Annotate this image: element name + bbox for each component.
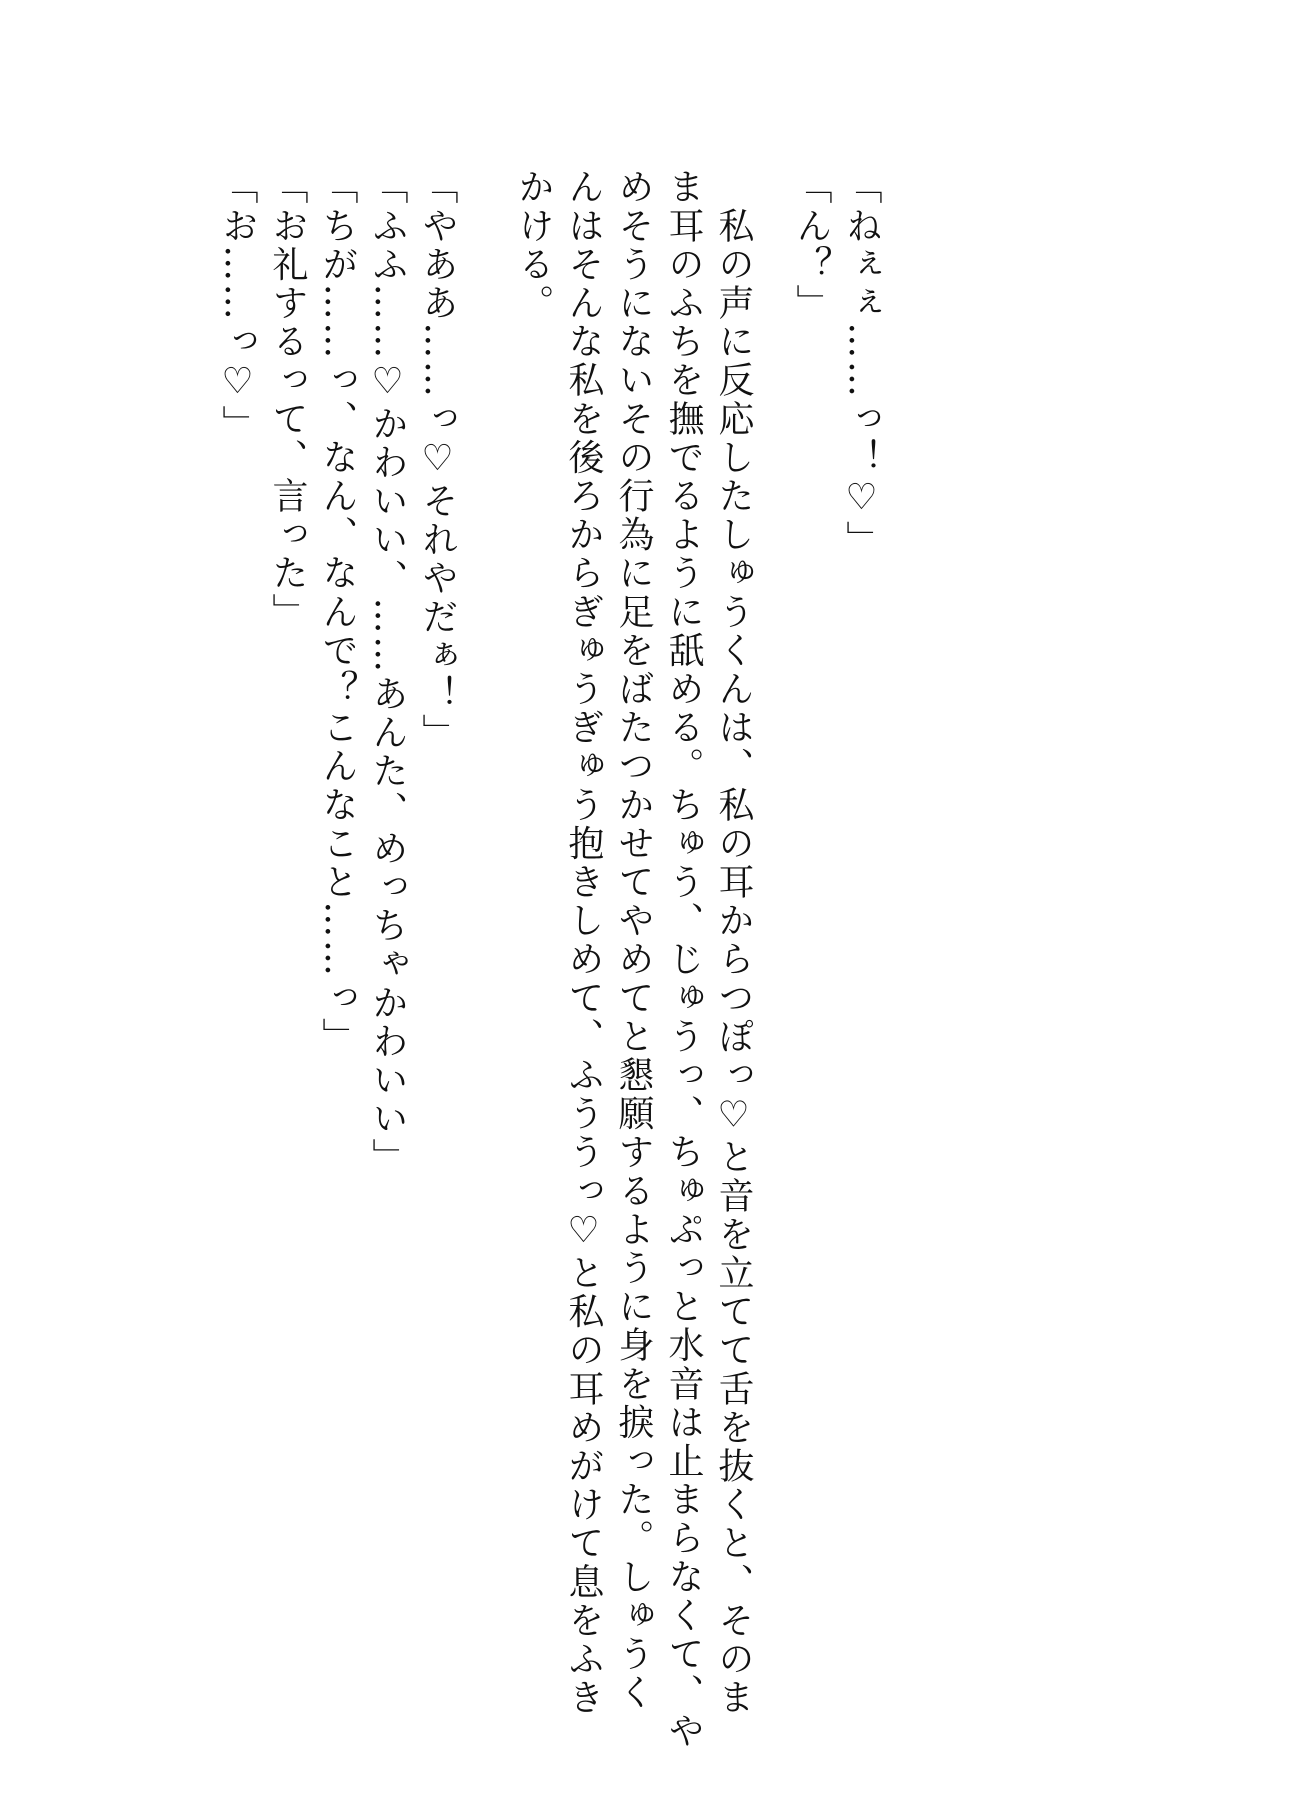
text-line-4: ま耳のふちを撫でるように舐める。ちゅう、じゅうっ、ちゅぷっと水音は止まらなくて、や	[663, 168, 704, 1751]
text-line-7: かける。	[513, 168, 554, 323]
text-line-1: 「ねぇぇ……っ！♡」	[841, 168, 882, 559]
text-line-3: 私の声に反応したしゅうくんは、私の耳からつぽっ♡と音を立てて舌を抜くと、そのま	[713, 168, 754, 1717]
text-line-11: 「お礼するって、言った」	[267, 168, 308, 632]
text-line-2: 「ん？」	[791, 168, 832, 323]
text-line-8: 「やああ……っ♡それやだぁ！」	[417, 168, 458, 752]
text-line-12: 「お……っ♡」	[217, 168, 258, 444]
text-line-10: 「ちが……っ、なん、なんで？こんなこと……っ」	[317, 168, 358, 1056]
text-line-9: 「ふふ……♡かわいい、……あんた、めっちゃかわいい」	[367, 168, 408, 1177]
text-line-5: めそうにないその行為に足をばたつかせてやめてと懇願するように身を捩った。しゅうく	[613, 168, 654, 1712]
text-line-6: んはそんな私を後ろからぎゅうぎゅう抱きしめて、ふううっ♡と私の耳めがけて息をふき	[563, 168, 604, 1717]
